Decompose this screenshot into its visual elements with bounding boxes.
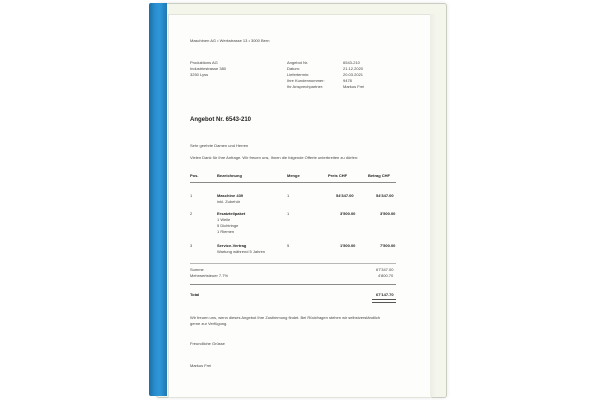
meta-value: 20.03.2021 xyxy=(343,72,364,77)
item-amount: 7'500.00 xyxy=(380,243,396,248)
meta-value: 6543-210 xyxy=(343,60,360,65)
greeting: Freundliche Grüsse xyxy=(190,341,225,346)
salutation: Sehr geehrte Damen und Herren xyxy=(190,143,249,148)
item-amount: 3'500.00 xyxy=(380,211,396,216)
item-detail: 1 Welle xyxy=(217,217,231,222)
summary-value: 4'800.70 xyxy=(378,273,394,278)
table-header-rule xyxy=(190,182,396,183)
item-detail: 1 Riemen xyxy=(217,229,235,234)
item-detail: inkl. Zubehör xyxy=(217,199,241,204)
item-detail: Wartung während 5 Jahren xyxy=(217,249,266,254)
closing-text: Wir freuen uns, wenn dieses Angebot Ihre Zustimmung findet. Bei Rückfragen stehen wir selbstverständlich xyxy=(190,315,381,320)
item-pos: 2 xyxy=(190,211,193,216)
meta-value: Markus Frei xyxy=(343,84,365,89)
item-detail: 5 Dichtringe xyxy=(217,223,239,228)
col-header-amount: Betrag CHF xyxy=(368,173,391,178)
meta-label: Ihr Ansprechpartner: xyxy=(287,84,324,89)
meta-value: 9478 xyxy=(343,78,352,83)
closing-text: gerne zur Verfügung. xyxy=(190,321,228,326)
total-label: Total xyxy=(190,292,200,297)
total-value: 67'147.70 xyxy=(376,292,394,297)
col-header-desc: Bezeichnung xyxy=(217,173,242,178)
item-pos: 1 xyxy=(190,193,193,198)
item-price: 1'500.00 xyxy=(340,243,356,248)
item-name: Service-Vertrag xyxy=(217,243,247,248)
item-name: Maschine 439 xyxy=(217,193,244,198)
meta-label: Ihre Kundennummer: xyxy=(287,78,325,83)
meta-value: 21.12.2020 xyxy=(343,66,364,71)
item-qty: 1 xyxy=(287,211,290,216)
summary-label: Mehrwertsteuer 7.7% xyxy=(190,273,229,278)
signature-name: Markus Frei xyxy=(190,363,212,368)
sender-line: Maschinen AG • Werkstrasse 13 • 3000 Bern xyxy=(190,38,270,43)
item-name: Ersatzteilpaket xyxy=(217,211,246,216)
folder-spine xyxy=(149,3,167,396)
item-price: 3'500.00 xyxy=(340,211,356,216)
summary-label: Summe xyxy=(190,267,204,272)
summary-rule xyxy=(190,263,396,264)
item-qty: 1 xyxy=(287,193,290,198)
item-pos: 3 xyxy=(190,243,193,248)
recipient-line-1: Produktions AG xyxy=(190,60,218,65)
meta-label: Liefertermin: xyxy=(287,72,310,77)
item-amount: 54'347.00 xyxy=(376,193,394,198)
intro-text: Vielen Dank für Ihre Anfrage. Wir freuen uns, Ihnen die folgende Offerte unterbreiten zu dürfen: xyxy=(190,155,359,160)
summary-value: 67'347.00 xyxy=(376,267,394,272)
recipient-line-3: 3250 Lyss xyxy=(190,72,209,77)
col-header-price: Preis CHF xyxy=(328,173,348,178)
col-header-pos: Pos. xyxy=(190,173,199,178)
offer-title: Angebot Nr. 6543-210 xyxy=(190,117,252,123)
total-double-underline xyxy=(372,299,396,303)
meta-label: Datum: xyxy=(287,66,300,71)
item-price: 54'347.00 xyxy=(336,193,354,198)
col-header-qty: Menge xyxy=(287,173,300,178)
item-qty: 5 xyxy=(287,243,290,248)
sleeve-edge xyxy=(430,14,438,396)
recipient-line-2: Industriestrasse 380 xyxy=(190,66,227,71)
meta-label: Angebot Nr. xyxy=(287,60,309,65)
total-rule xyxy=(190,284,396,285)
